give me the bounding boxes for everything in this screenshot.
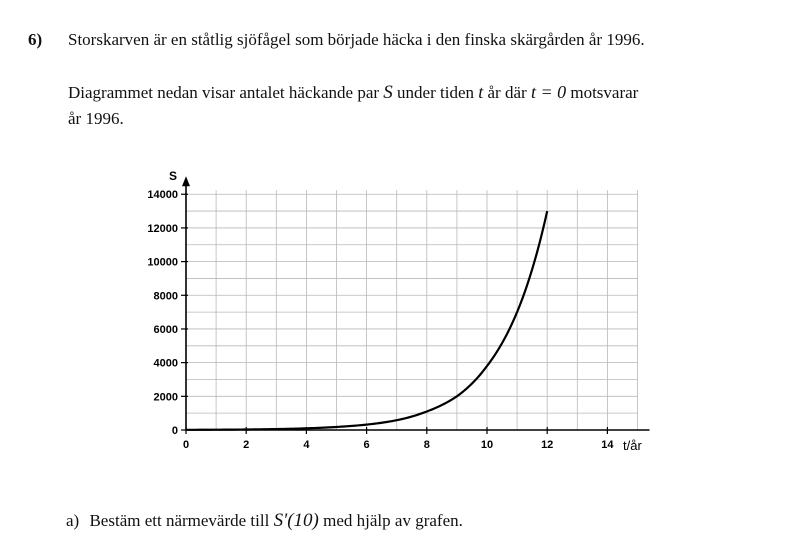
y-tick-label: 8000 <box>153 290 178 303</box>
description-part3: år där <box>487 83 527 102</box>
chart-axes <box>182 176 650 430</box>
x-tick-label: 8 <box>423 439 430 451</box>
x-axis-label: t/år <box>623 438 642 453</box>
description-part4: motsvarar <box>570 83 639 102</box>
y-tick-label: 2000 <box>153 391 178 404</box>
x-tick-label: 12 <box>541 439 554 451</box>
sub-question-text-before: Bestäm ett närmevärde till <box>89 511 270 530</box>
x-tick-label: 10 <box>480 439 494 451</box>
variable-s: S <box>383 82 393 103</box>
description-part1: Diagrammet nedan visar antalet häckande par <box>68 83 380 102</box>
problem-number: 6) <box>28 30 43 49</box>
equation-t0: t = 0 <box>530 82 567 102</box>
y-tick-label: 0 <box>171 425 178 437</box>
x-tick-label: 2 <box>243 439 250 451</box>
y-tick-label: 4000 <box>153 357 178 370</box>
y-axis-arrow <box>182 176 190 186</box>
x-tick-label: 4 <box>303 439 310 451</box>
problem-description-line2: år 1996. <box>68 109 124 128</box>
description-part2: under tiden <box>397 83 474 102</box>
sub-question-expression: S′(10) <box>273 510 319 531</box>
chart-ticks <box>147 189 614 451</box>
variable-t: t <box>478 82 484 102</box>
y-axis-label: S <box>169 169 178 183</box>
x-tick-label: 0 <box>182 439 190 451</box>
sub-question-a <box>66 510 463 532</box>
sub-question-label: a) <box>66 511 80 530</box>
x-tick-label: 14 <box>601 439 614 451</box>
problem-intro: Storskarven är en ståtlig sjöfågel som började häcka i den finska skärgården år 1996. <box>68 30 645 49</box>
y-tick-label: 10000 <box>147 256 178 269</box>
y-tick-label: 14000 <box>147 189 178 202</box>
chart-grid <box>186 190 638 430</box>
y-tick-label: 12000 <box>147 222 178 235</box>
y-tick-label: 6000 <box>153 323 178 336</box>
x-tick-label: 6 <box>363 439 370 451</box>
sub-question-text-after: med hjälp av grafen. <box>323 511 463 530</box>
